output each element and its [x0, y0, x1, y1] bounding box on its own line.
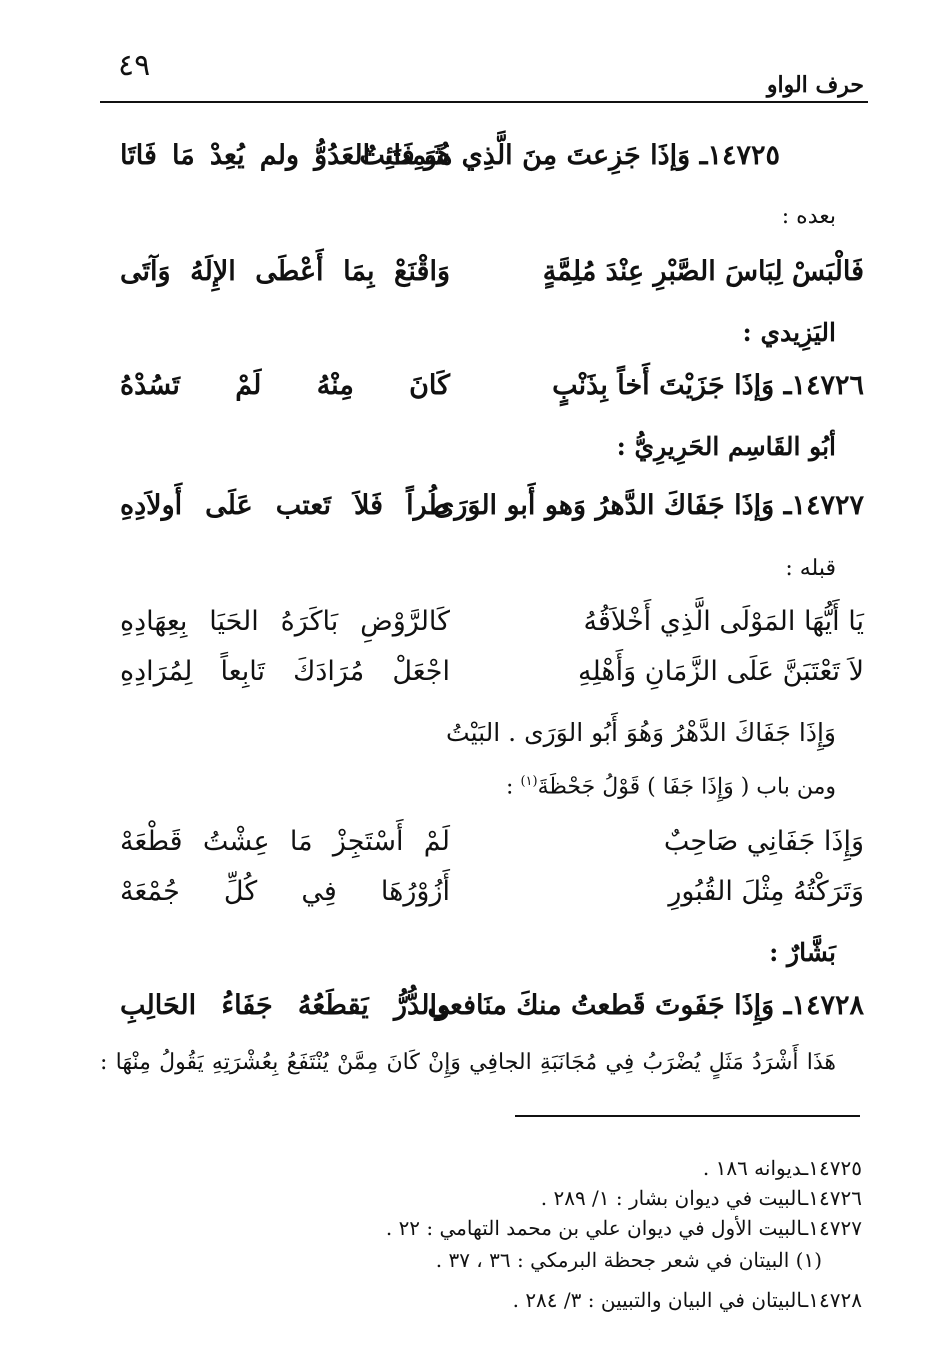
first-hemistich: وَإذَا جَفَاكَ الدَّهرُ وَهو أَبو الوَرَى — [433, 490, 775, 521]
jahza-verse-1-second: لَمْ أَسْتَجِزْ مَا عِشْتُ قَطْعَهْ — [120, 826, 450, 857]
verse-number: ١٤٧٢٦ — [791, 370, 864, 401]
jahza-verse-2-second: أَزُوْرُهَا فِي كُلِّ جُمْعَهْ — [120, 876, 450, 907]
verse-before-1-first: يَا أَيُّهَا المَوْلَى الَّذِي أَخْلاَقُهُ — [583, 606, 864, 637]
footnote-label: ١٤٧٢٨ـ — [802, 1288, 862, 1312]
footnote-14727 — [386, 1216, 862, 1240]
footnote-14726 — [541, 1186, 862, 1210]
footnote-14725 — [703, 1156, 862, 1180]
verse-before-2-second: اجْعَلْ مُرَادَكَ تَابِعاً لِمُرَادِهِ — [120, 656, 450, 687]
verse-number: ١٤٧٢٥ — [707, 140, 780, 171]
jahza-intro — [506, 774, 836, 799]
footnote-text: البيت الأول في ديوان علي بن محمد التهامي : ٢٢ . — [385, 1216, 803, 1240]
first-hemistich: وَإذَا جَزِعتَ مِنَ الَّذِي هُوَ فَائِتٌ — [359, 140, 691, 171]
verse-14725-first: ١٤٧٢٥ـ وَإذَا جَزِعتَ مِنَ الَّذِي هُوَ فَائِتٌ — [359, 140, 780, 171]
verse-14726-second: كَانَ مِنْهُ لَمْ تَسُدْهُ — [120, 370, 450, 401]
verse-14727-first: ١٤٧٢٧ـ وَإذَا جَفَاكَ الدَّهرُ وَهو أَبو الوَرَى — [433, 490, 864, 521]
poet-bashshar: بَشَّارٌ : — [769, 938, 836, 967]
intro-end: : — [506, 774, 521, 800]
footnote-rule — [515, 1115, 860, 1117]
jahza-verse-1-first: وَإِذَا جَفَانِي صَاحِبٌ — [663, 826, 864, 857]
footnote-text: ديوانه ١٨٦ . — [702, 1156, 803, 1180]
verse-14728-second: والدُّرُّ يَقطَعُهُ جَفَاءُ الحَالِبِ — [120, 990, 450, 1021]
poet-yazidi: اليَزِيدي : — [742, 318, 836, 347]
note-after: بعده : — [781, 204, 836, 229]
intro-text: ومن باب ( وَإِذَا جَفَا ) قَوْلُ جَحْظَةَ — [537, 774, 836, 800]
page-number: ٤٩ — [118, 48, 151, 83]
verse-after-14725-first: فَالْبَسْ لِبَاسَ الصَّبْرِ عِنْدَ مُلِمَّةٍ — [542, 256, 864, 287]
note-before: قبله : — [785, 556, 836, 581]
jahza-verse-2-first: وَتَرَكْتُهُ مِثْلَ القُبُورِ — [668, 876, 864, 907]
verse-before-2-first: لاَ تَعْتَبَنَّ عَلَى الزَّمَانِ وَأَهْلِهِ — [577, 656, 864, 687]
running-head: حرف الواو — [766, 72, 864, 98]
footnote-text: البيت في ديوان بشار : ١/ ٢٨٩ . — [540, 1186, 803, 1210]
footnote-label: (١) — [795, 1248, 822, 1272]
footnote-mark: (١) — [520, 774, 538, 789]
footnote-text: البيتان في البيان والتبيين : ٣/ ٢٨٤ . — [512, 1288, 803, 1312]
verse-14727-second: طُراً فَلاَ تَعتب عَلَى أَولاَدِهِ — [120, 490, 450, 521]
quoted-verse: وَإِذَا جَفَاكَ الدَّهْرُ وَهُوَ أَبُو الوَرَى . البَيْتُ — [446, 718, 836, 747]
footnote-jahza — [436, 1248, 822, 1272]
verse-14726-first: ١٤٧٢٦ـ وَإذَا جَزَيْتَ أَخاً بِذَنْبٍ — [552, 370, 864, 401]
footnote-text: البيتان في شعر جحظة البرمكي : ٣٦ ، ٣٧ . — [435, 1248, 790, 1272]
commentary: هَذَا أَشْرَدُ مَثَلٍ يُضْرَبُ فِي مُجَانَبَةِ الجافِي وَإِنْ كَانَ مِمَّنْ يُنْتَفَعُ بِعُشْرَتِهِ يَقُولُ مِنْهَا : — [100, 1050, 836, 1075]
verse-number: ١٤٧٢٨ — [791, 990, 864, 1021]
footnote-label: ١٤٧٢٥ـ — [802, 1156, 862, 1180]
verse-after-14725-second: وَاقْنَعْ بِمَا أَعْطَى الإِلَهُ وَآتَى — [120, 256, 450, 287]
verse-number: ١٤٧٢٧ — [791, 490, 864, 521]
verse-before-1-second: كَالرَّوْضِ بَاكَرَهُ الحَيَا بِعِهَادِهِ — [120, 606, 450, 637]
first-hemistich: وَإِذَا جَفَوتَ قَطعتُ منكَ منَافعي — [427, 990, 775, 1021]
verse-14725-second: شَمِتَ العَدُوُّ ولم يُعِدْ مَا فَاتَا — [120, 140, 450, 171]
verse-14728-first: ١٤٧٢٨ـ وَإِذَا جَفَوتَ قَطعتُ منكَ منَافعي — [427, 990, 864, 1021]
poet-hariri: أبُو القَاسِم الحَرِيرِيُّ : — [616, 432, 836, 461]
header-rule — [100, 101, 868, 103]
footnote-14728 — [513, 1288, 862, 1312]
footnote-label: ١٤٧٢٦ـ — [802, 1186, 862, 1210]
first-hemistich: وَإذَا جَزَيْتَ أَخاً بِذَنْبٍ — [552, 370, 775, 401]
footnote-label: ١٤٧٢٧ـ — [802, 1216, 862, 1240]
